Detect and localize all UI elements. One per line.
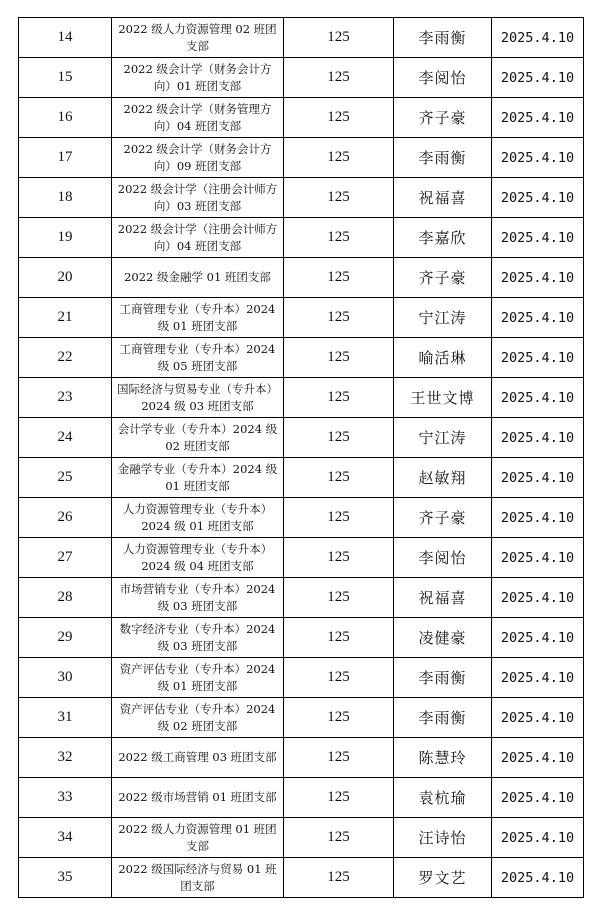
reviewer-name: 凌健豪 (394, 618, 492, 658)
review-date: 2025.4.10 (492, 258, 584, 298)
branch-name: 2022 级会计学（财务会计方向）01 班团支部 (112, 58, 284, 98)
branch-name: 人力资源管理专业（专升本）2024 级 01 班团支部 (112, 498, 284, 538)
table-row (19, 298, 584, 338)
review-date: 2025.4.10 (492, 698, 584, 738)
table-row (19, 58, 584, 98)
reviewer-name: 宁江涛 (394, 298, 492, 338)
reviewer-name: 罗文艺 (394, 858, 492, 898)
row-number: 35 (19, 858, 112, 898)
score-value: 125 (284, 818, 394, 858)
branch-name: 2022 级人力资源管理 02 班团支部 (112, 18, 284, 58)
row-number: 15 (19, 58, 112, 98)
review-date: 2025.4.10 (492, 818, 584, 858)
table-row (19, 778, 584, 818)
review-date: 2025.4.10 (492, 58, 584, 98)
score-value: 125 (284, 258, 394, 298)
table-row (19, 858, 584, 898)
reviewer-name: 赵敏翔 (394, 458, 492, 498)
score-value: 125 (284, 178, 394, 218)
row-number: 19 (19, 218, 112, 258)
reviewer-name: 李嘉欣 (394, 218, 492, 258)
reviewer-name: 宁江涛 (394, 418, 492, 458)
table-row (19, 378, 584, 418)
review-date: 2025.4.10 (492, 858, 584, 898)
row-number: 30 (19, 658, 112, 698)
table-row (19, 818, 584, 858)
row-number: 29 (19, 618, 112, 658)
review-date: 2025.4.10 (492, 498, 584, 538)
branch-name: 会计学专业（专升本）2024 级 02 班团支部 (112, 418, 284, 458)
row-number: 23 (19, 378, 112, 418)
review-date: 2025.4.10 (492, 298, 584, 338)
table-row (19, 258, 584, 298)
score-table (18, 17, 584, 898)
table-row (19, 458, 584, 498)
branch-name: 2022 级会计学（注册会计师方向）04 班团支部 (112, 218, 284, 258)
branch-name: 工商管理专业（专升本）2024 级 01 班团支部 (112, 298, 284, 338)
score-value: 125 (284, 418, 394, 458)
table-row (19, 538, 584, 578)
branch-name: 工商管理专业（专升本）2024 级 05 班团支部 (112, 338, 284, 378)
reviewer-name: 祝福喜 (394, 178, 492, 218)
score-value: 125 (284, 298, 394, 338)
table-row (19, 338, 584, 378)
branch-name: 2022 级会计学（注册会计师方向）03 班团支部 (112, 178, 284, 218)
branch-name: 数字经济专业（专升本）2024 级 03 班团支部 (112, 618, 284, 658)
table-row (19, 498, 584, 538)
review-date: 2025.4.10 (492, 138, 584, 178)
score-value: 125 (284, 578, 394, 618)
branch-name: 2022 级人力资源管理 01 班团支部 (112, 818, 284, 858)
reviewer-name: 王世文博 (394, 378, 492, 418)
score-value: 125 (284, 858, 394, 898)
score-value: 125 (284, 378, 394, 418)
table-row (19, 138, 584, 178)
table-row (19, 618, 584, 658)
score-table-container (18, 17, 583, 898)
row-number: 20 (19, 258, 112, 298)
review-date: 2025.4.10 (492, 98, 584, 138)
table-row (19, 418, 584, 458)
branch-name: 2022 级会计学（财务管理方向）04 班团支部 (112, 98, 284, 138)
review-date: 2025.4.10 (492, 618, 584, 658)
table-row (19, 218, 584, 258)
row-number: 24 (19, 418, 112, 458)
score-value: 125 (284, 658, 394, 698)
reviewer-name: 陈慧玲 (394, 738, 492, 778)
review-date: 2025.4.10 (492, 658, 584, 698)
row-number: 33 (19, 778, 112, 818)
row-number: 25 (19, 458, 112, 498)
branch-name: 人力资源管理专业（专升本）2024 级 04 班团支部 (112, 538, 284, 578)
reviewer-name: 齐子豪 (394, 258, 492, 298)
table-row (19, 698, 584, 738)
score-value: 125 (284, 538, 394, 578)
row-number: 14 (19, 18, 112, 58)
row-number: 16 (19, 98, 112, 138)
score-value: 125 (284, 18, 394, 58)
table-row (19, 18, 584, 58)
reviewer-name: 李雨衡 (394, 138, 492, 178)
table-row (19, 658, 584, 698)
row-number: 21 (19, 298, 112, 338)
review-date: 2025.4.10 (492, 378, 584, 418)
row-number: 28 (19, 578, 112, 618)
score-value: 125 (284, 698, 394, 738)
review-date: 2025.4.10 (492, 738, 584, 778)
review-date: 2025.4.10 (492, 218, 584, 258)
score-value: 125 (284, 458, 394, 498)
reviewer-name: 喻活琳 (394, 338, 492, 378)
branch-name: 2022 级国际经济与贸易 01 班团支部 (112, 858, 284, 898)
review-date: 2025.4.10 (492, 18, 584, 58)
review-date: 2025.4.10 (492, 538, 584, 578)
review-date: 2025.4.10 (492, 578, 584, 618)
reviewer-name: 汪诗怡 (394, 818, 492, 858)
table-row (19, 178, 584, 218)
score-value: 125 (284, 618, 394, 658)
table-row (19, 578, 584, 618)
row-number: 22 (19, 338, 112, 378)
review-date: 2025.4.10 (492, 338, 584, 378)
table-row (19, 98, 584, 138)
branch-name: 金融学专业（专升本）2024 级 01 班团支部 (112, 458, 284, 498)
review-date: 2025.4.10 (492, 178, 584, 218)
reviewer-name: 祝福喜 (394, 578, 492, 618)
reviewer-name: 李雨衡 (394, 18, 492, 58)
table-row (19, 738, 584, 778)
branch-name: 2022 级市场营销 01 班团支部 (112, 778, 284, 818)
score-table-body (19, 18, 584, 898)
row-number: 34 (19, 818, 112, 858)
row-number: 32 (19, 738, 112, 778)
review-date: 2025.4.10 (492, 458, 584, 498)
row-number: 18 (19, 178, 112, 218)
branch-name: 市场营销专业（专升本）2024 级 03 班团支部 (112, 578, 284, 618)
review-date: 2025.4.10 (492, 418, 584, 458)
score-value: 125 (284, 338, 394, 378)
reviewer-name: 李阅怡 (394, 58, 492, 98)
row-number: 31 (19, 698, 112, 738)
reviewer-name: 李雨衡 (394, 658, 492, 698)
row-number: 27 (19, 538, 112, 578)
reviewer-name: 李雨衡 (394, 698, 492, 738)
row-number: 26 (19, 498, 112, 538)
branch-name: 资产评估专业（专升本）2024 级 02 班团支部 (112, 698, 284, 738)
branch-name: 2022 级金融学 01 班团支部 (112, 258, 284, 298)
score-value: 125 (284, 498, 394, 538)
reviewer-name: 齐子豪 (394, 498, 492, 538)
branch-name: 2022 级工商管理 03 班团支部 (112, 738, 284, 778)
score-value: 125 (284, 138, 394, 178)
score-value: 125 (284, 98, 394, 138)
reviewer-name: 李阅怡 (394, 538, 492, 578)
row-number: 17 (19, 138, 112, 178)
reviewer-name: 袁杭瑜 (394, 778, 492, 818)
score-value: 125 (284, 58, 394, 98)
score-value: 125 (284, 738, 394, 778)
branch-name: 资产评估专业（专升本）2024 级 01 班团支部 (112, 658, 284, 698)
branch-name: 国际经济与贸易专业（专升本）2024 级 03 班团支部 (112, 378, 284, 418)
score-value: 125 (284, 778, 394, 818)
review-date: 2025.4.10 (492, 778, 584, 818)
score-value: 125 (284, 218, 394, 258)
branch-name: 2022 级会计学（财务会计方向）09 班团支部 (112, 138, 284, 178)
reviewer-name: 齐子豪 (394, 98, 492, 138)
